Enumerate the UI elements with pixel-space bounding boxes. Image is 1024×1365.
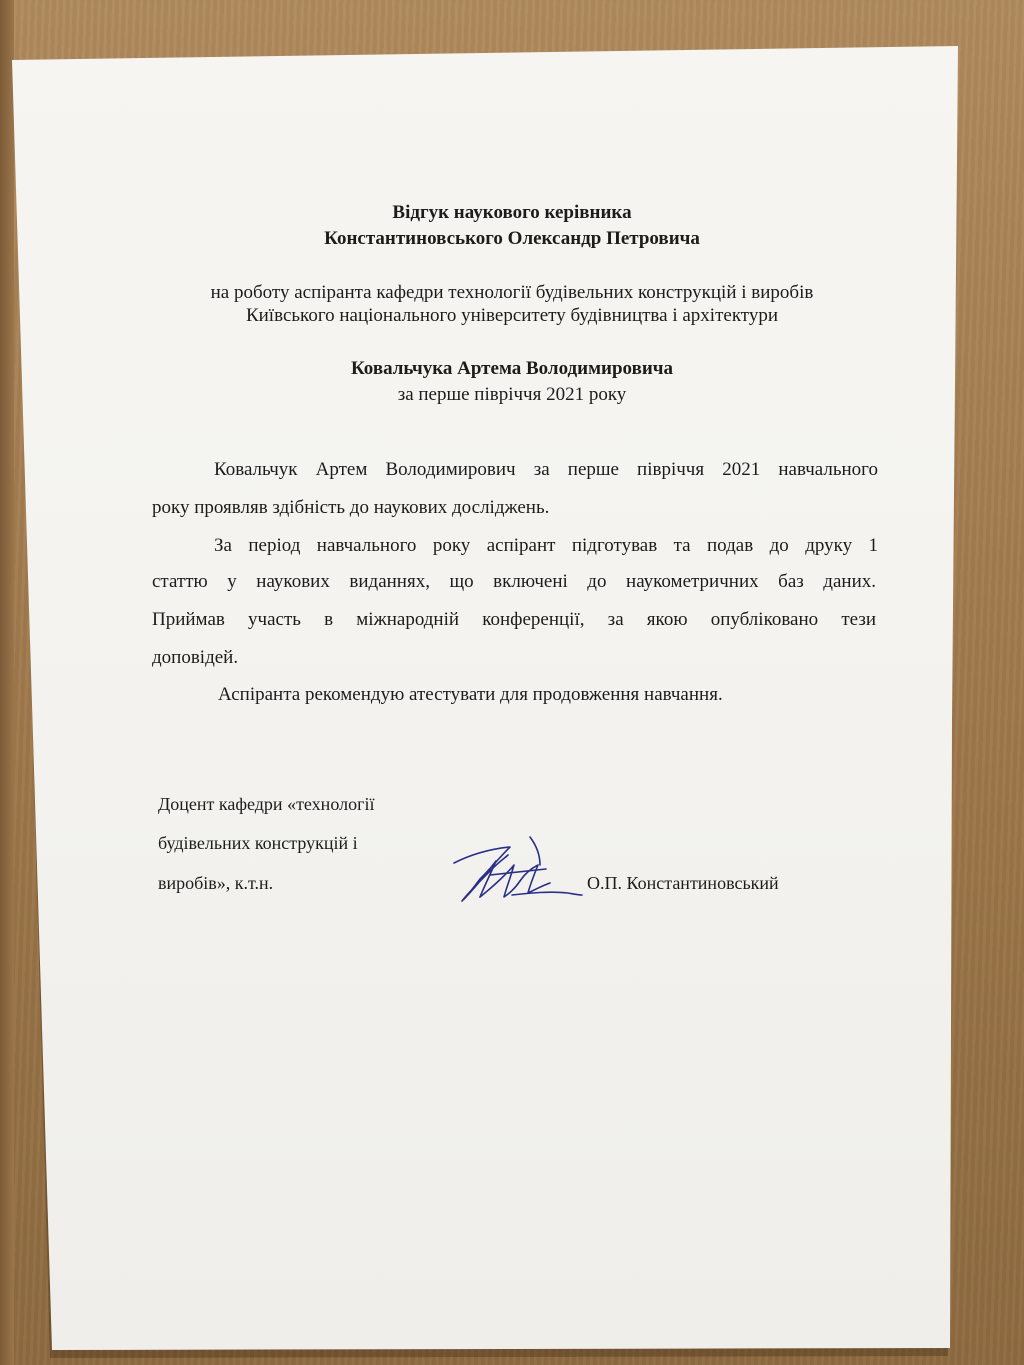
paragraph2-line2: статтю у наукових виданнях, що включені до наукометричних баз даних. (152, 571, 876, 592)
paragraph3: Аспіранта рекомендую атестувати для продовження навчання. (218, 684, 723, 705)
signatory-name: О.П. Константиновський (587, 873, 779, 893)
paragraph2-line4: доповідей. (152, 647, 239, 668)
paragraph1-line1: Ковальчук Артем Володимирович за перше півріччя 2021 навчального (214, 459, 878, 480)
position-line2: будівельних конструкцій і (158, 833, 358, 853)
table-surface (0, 0, 14, 1365)
handwritten-signature (450, 835, 590, 915)
document-title-line1: Відгук наукового керівника (392, 202, 632, 223)
report-period: за перше півріччя 2021 року (397, 384, 627, 405)
paragraph2-line1: За період навчального року аспірант підготував та подав до друку 1 (214, 535, 878, 556)
document-title-line2: Константиновського Олександр Петровича (324, 228, 700, 249)
position-line1: Доцент кафедри «технології (158, 794, 375, 814)
paragraph2-line3: Приймав участь в міжнародній конференції, за якою опубліковано тези (152, 609, 876, 630)
subtitle-line1: на роботу аспіранта кафедри технології будівельних конструкцій і виробів (210, 282, 814, 303)
paragraph1-line2: року проявляв здібність до наукових досліджень. (152, 497, 550, 518)
position-line3: виробів», к.т.н. (158, 873, 274, 893)
student-name: Ковальчука Артема Володимировича (350, 358, 674, 379)
subtitle-line2: Київського національного університету будівництва і архітектури (245, 305, 779, 326)
